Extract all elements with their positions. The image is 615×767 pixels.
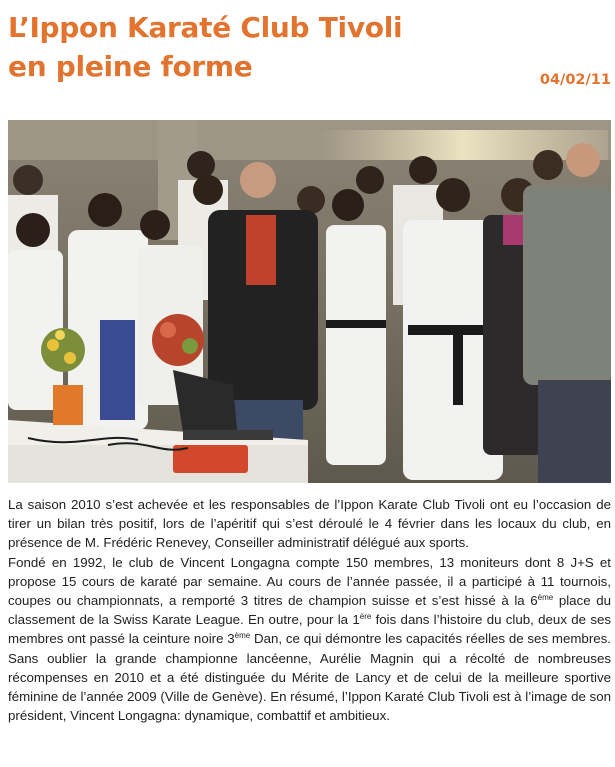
paragraph-1: La saison 2010 s’est achevée et les responsables de l’Ippon Karate Club Tivoli ont eu l’occasion de tirer un bilan très positif, lors de l’apéritif qui s’est déroulé le 4 février dans les locaux du club, en présence de M. Frédéric Renevey, Conseiller administratif délégué aux sports. — [8, 497, 611, 551]
group-photo — [8, 120, 611, 483]
paragraph-2-part-c: fois dans l’histoire du club, deux de ses membres ont passé la ceinture noire 3 — [8, 612, 612, 647]
ordinal-suffix: ère — [359, 612, 372, 622]
headline-line-2: en pleine forme — [8, 50, 253, 83]
group-photo-illustration — [8, 120, 611, 483]
paragraph-2-part-d: Dan, ce qui démontre les capacités réelles de ses membres. Sans oublier la grande championne lancéenne, Aurélie Magnin qui a récolté de nombreuses récompenses en 2010 et a été distinguée du Mérite de Lancy et de celui de la meilleure sportive féminine de l’année 2009 (Ville de Genève). En résumé, l’Ippon Karaté Club Tivoli est à l’image de son président, Vincent Longagna: dynamique, combattif et ambitieux. — [8, 631, 611, 724]
ordinal-suffix: ème — [234, 631, 251, 641]
paragraph-2-part-b: place du classement de la Swiss Karate League. En outre, pour la 1 — [8, 593, 612, 628]
paragraph-2-part-a: Fondé en 1992, le club de Vincent Longagna compte 150 membres, 13 moniteurs dont 8 J+S et propose 15 cours de karaté par semaine. Au cours de l’année passée, il a participé à 11 tournois, coupes ou championnats, a remporté 3 titres de champion suisse et s’est hissé à la 6 — [8, 554, 611, 609]
publication-date: 04/02/11 — [539, 72, 611, 88]
paragraph-2 — [8, 553, 611, 726]
article-body — [8, 495, 611, 725]
headline-line-1: L’Ippon Karaté Club Tivoli — [8, 11, 403, 44]
headline — [8, 8, 402, 86]
ordinal-suffix: ème — [537, 593, 554, 603]
